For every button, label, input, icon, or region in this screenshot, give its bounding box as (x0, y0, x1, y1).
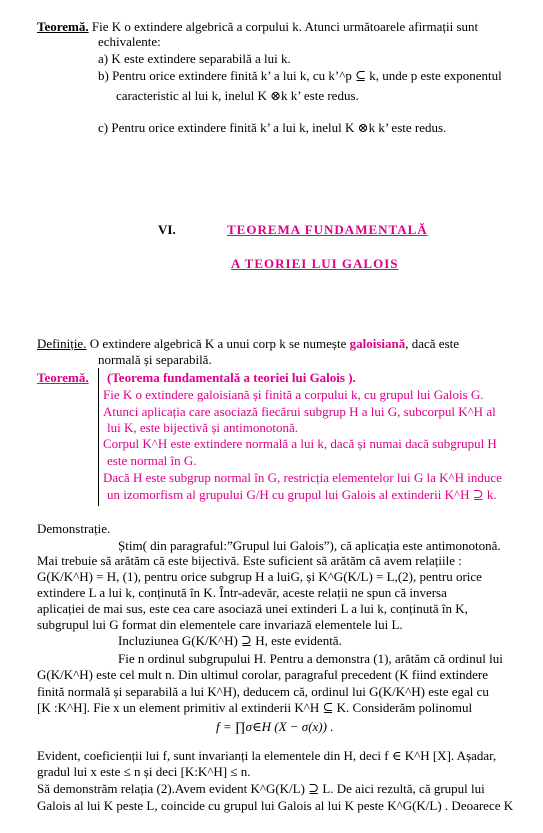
theorem-margin-bar (98, 368, 99, 506)
theorem1-item-c: c) Pentru orice extindere finită k’ a lui k, inelul K ⊗k k’ este redus. (98, 120, 447, 135)
theorem1-item-b: b) Pentru orice extindere finită k’ a lui k, cu k’^p ⊆ k, unde p este exponentul (98, 68, 502, 83)
definition-label: Definiție. (37, 336, 87, 351)
proof-line: G(K/K^H) este cel mult n. Din ultimul corolar, paragraful precedent (K fiind extindere (37, 667, 489, 682)
proof-line: Evident, coeficienții lui f, sunt invarianți la elementele din H, deci f ∈ K^H [X]. Așadar, (37, 748, 497, 763)
proof-line: Să demonstrăm relația (2).Avem evident K^G(K/L) ⊇ L. De aici rezultă, că grupul lui (37, 781, 485, 796)
proof-line: finită normală și separabilă a lui K^H), deducem că, ordinul lui G(K/K^H) este egal cu (37, 684, 489, 699)
definition-line1 (37, 336, 459, 351)
definition-text-b: , dacă este (405, 336, 460, 351)
definition-text-a: O extindere algebrică K a unui corp k se numește (86, 336, 350, 351)
theorem2-line: Atunci aplicația care asociază fiecărui subgrup H a lui G, subcorpul K^H al (103, 404, 496, 419)
theorem1-intro-cont: echivalente: (98, 34, 161, 49)
theorem2-line: Fie K o extindere galoisiană și finită a corpului k, cu grupul lui Galois G. (103, 387, 484, 402)
section-number: VI. (158, 222, 176, 237)
theorem2-line: Corpul K^H este extindere normală a lui k, dacă și numai dacă subgrupul H (103, 436, 497, 451)
theorem1-line1 (37, 19, 478, 34)
proof-label: Demonstrație. (37, 521, 111, 536)
section-title-line1: TEOREMA FUNDAMENTALĂ (227, 222, 428, 237)
theorem2-line: un izomorfism al grupului G/H cu grupul lui Galois al extinderii K^H ⊇ k. (107, 487, 497, 502)
proof-line: Mai trebuie să arătăm că este bijectivă. Este suficient să arătăm că avem relațiile : (37, 553, 462, 568)
polynomial-formula: f = ∏σ∈H (X − σ(x)) . (216, 719, 334, 734)
proof-line: Incluziunea G(K/K^H) ⊇ H, este evidentă. (118, 633, 342, 648)
definition-term: galoisiană (349, 336, 406, 351)
theorem2-line: Dacă H este subgrup normal în G, restricția elementelor lui G la K^H induce (103, 470, 502, 485)
proof-line: subgrupul lui G format din elementele care invariază elementele lui L. (37, 617, 403, 632)
theorem1-item-b-cont: caracteristic al lui k, inelul K ⊗k k’ este redus. (116, 88, 359, 103)
proof-line: [K :K^H]. Fie x un element primitiv al extinderii K^H ⊆ K. Considerăm polinomul (37, 700, 473, 715)
proof-line: gradul lui x este ≤ n și deci [K:K^H] ≤ n. (37, 764, 251, 779)
theorem2-label: Teoremă. (37, 370, 89, 385)
theorem2-name: (Teorema fundamentală a teoriei lui Galois ). (107, 370, 356, 385)
proof-line: extindere L a lui k, conținută în K. Într-adevăr, aceste relații ne spun că inversa (37, 585, 447, 600)
proof-line: Galois al lui K peste L, coincide cu grupul lui Galois al lui K peste K^G(K/L) . Deoarece K (37, 798, 514, 813)
theorem2-line: este normal în G. (107, 453, 197, 468)
theorem1-item-a: a) K este extindere separabilă a lui k. (98, 51, 291, 66)
section-title-line2: A TEORIEI LUI GALOIS (231, 256, 399, 271)
proof-line: G(K/K^H) = H, (1), pentru orice subgrup H a luiG, și K^G(K/L) = L,(2), pentru orice (37, 569, 482, 584)
theorem1-label: Teoremă. (37, 19, 89, 34)
proof-line: aplicației de mai sus, este cea care asociază unei extinderi L a lui k, conținută în K, (37, 601, 468, 616)
definition-line2: normală și separabilă. (98, 352, 212, 367)
theorem2-line: lui K, este bijectivă și antimonotonă. (107, 420, 298, 435)
theorem1-intro: Fie K o extindere algebrică a corpului k. Atunci următoarele afirmații sunt (88, 19, 479, 34)
proof-line: Fie n ordinul subgrupului H. Pentru a demonstra (1), arătăm că ordinul lui (118, 651, 503, 666)
proof-line: Știm( din paragraful:”Grupul lui Galois”), că aplicația este antimonotonă. (118, 538, 501, 553)
